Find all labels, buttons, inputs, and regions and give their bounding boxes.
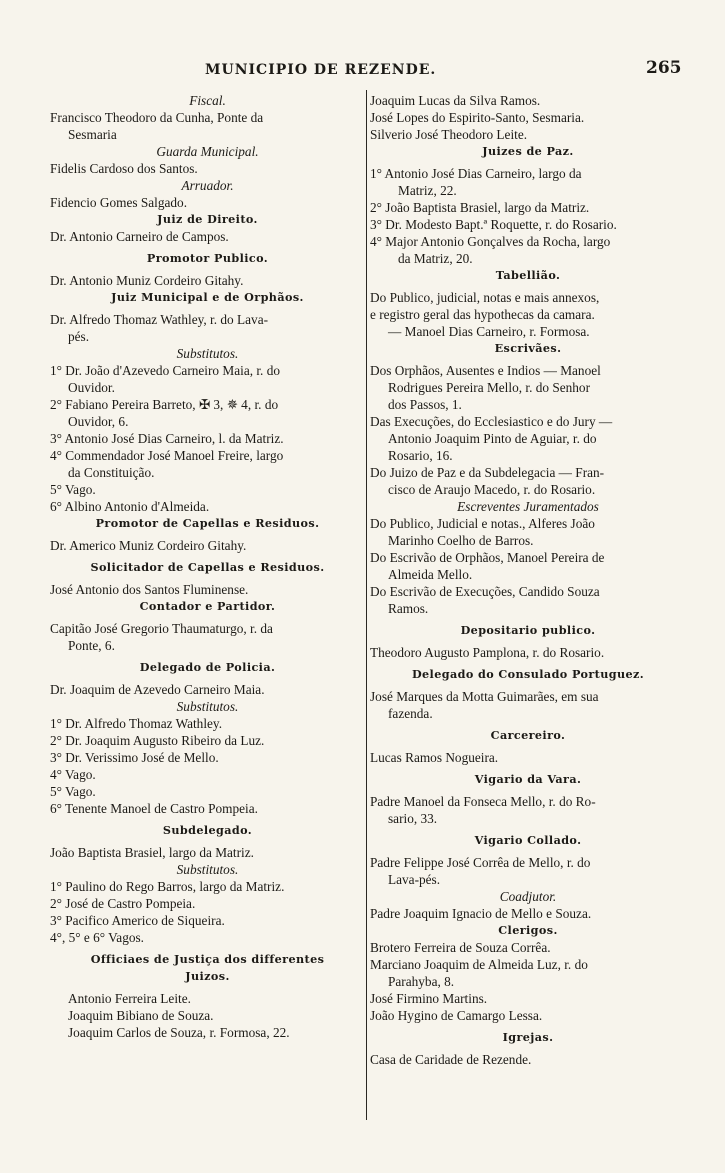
section-heading: Delegado do Consulado Portuguez. (411, 667, 645, 681)
entry-line: 6° Tenente Manoel de Castro Pompeia. (50, 801, 258, 816)
entry-line: Do Escrivão de Execuções, Candido Souza (370, 584, 600, 599)
entry-line: Theodoro Augusto Pamplona, r. do Rosario. (370, 645, 605, 660)
entry-line: da Matriz, 20. (398, 251, 473, 266)
section-heading: Escrivães. (494, 341, 562, 355)
entry-line: João Baptista Brasiel, largo da Matriz. (50, 845, 254, 860)
entry-line: 1° Dr. João d'Azevedo Carneiro Maia, r. do (50, 363, 281, 378)
section-heading: Clerigos. (498, 923, 558, 937)
entry-line: João Hygino de Camargo Lessa. (370, 1008, 543, 1023)
entry-line: Padre Manoel da Fonseca Mello, r. do Ro- (370, 794, 596, 809)
entry-line: Joaquim Lucas da Silva Ramos. (370, 93, 541, 108)
entry-line: Ramos. (388, 601, 429, 616)
section-heading: Solicitador de Capellas e Residuos. (90, 560, 325, 574)
entry-line: pés. (68, 329, 90, 344)
entry-line: Rosario, 16. (388, 448, 453, 463)
entry-line: Dr. Antonio Carneiro de Campos. (50, 229, 229, 244)
entry-line: Dr. Joaquim de Azevedo Carneiro Maia. (50, 682, 265, 697)
entry-line: Parahyba, 8. (388, 974, 455, 989)
entry-line: José Firmino Martins. (370, 991, 488, 1006)
subheading: Coadjutor. (499, 889, 557, 904)
entry-line: 2° Dr. Joaquim Augusto Ribeiro da Luz. (50, 733, 265, 748)
entry-line: 3° Antonio José Dias Carneiro, l. da Matriz. (50, 431, 284, 446)
subheading: Substitutos. (176, 699, 239, 714)
running-head: MUNICIPIO DE REZENDE. (205, 62, 437, 78)
entry-line: Padre Felippe José Corrêa de Mello, r. do (370, 855, 591, 870)
section-heading: Officiaes de Justiça dos differentes (90, 952, 325, 966)
section-heading: Juizos. (185, 969, 230, 983)
entry-line: Do Publico, judicial, notas e mais annexos, (370, 290, 600, 305)
entry-line: 3° Dr. Modesto Bapt.ª Roquette, r. do Rosario. (370, 217, 617, 232)
right-column (370, 92, 686, 1068)
entry-line: 2° José de Castro Pompeia. (50, 896, 196, 911)
entry-line: sario, 33. (388, 811, 438, 826)
section-heading: Delegado de Policia. (139, 660, 276, 674)
subheading: Arruador. (181, 178, 234, 193)
entry-line: Do Juizo de Paz e da Subdelegacia — Fran- (370, 465, 605, 480)
subheading: Fiscal. (189, 93, 226, 108)
section-heading: Tabellião. (495, 268, 561, 282)
entry-line: — Manoel Dias Carneiro, r. Formosa. (388, 324, 590, 339)
subheading: Substitutos. (176, 346, 239, 361)
section-heading: Vigario da Vara. (474, 772, 582, 786)
section-heading: Contador e Partidor. (139, 599, 276, 613)
section-heading: Vigario Collado. (474, 833, 582, 847)
entry-line: Ouvidor, 6. (68, 414, 129, 429)
entry-line: 5° Vago. (50, 482, 96, 497)
entry-line: Dr. Alfredo Thomaz Wathley, r. do Lava- (50, 312, 269, 327)
entry-line: 4° Vago. (50, 767, 96, 782)
entry-line: 3° Dr. Verissimo José de Mello. (50, 750, 219, 765)
section-heading: Juiz Municipal e de Orphãos. (111, 290, 304, 304)
entry-line: cisco de Araujo Macedo, r. do Rosario. (388, 482, 596, 497)
entry-line: Almeida Mello. (388, 567, 473, 582)
section-heading: Carcereiro. (490, 728, 566, 742)
entry-line: 6° Albino Antonio d'Almeida. (50, 499, 210, 514)
entry-line: 3° Pacifico Americo de Siqueira. (50, 913, 225, 928)
entry-line: dos Passos, 1. (388, 397, 462, 412)
entry-line: 1° Antonio José Dias Carneiro, largo da (370, 166, 582, 181)
entry-line: Matriz, 22. (398, 183, 457, 198)
entry-line: Silverio José Theodoro Leite. (370, 127, 528, 142)
entry-line: Capitão José Gregorio Thaumaturgo, r. da (50, 621, 273, 636)
section-heading: Depositario publico. (460, 623, 596, 637)
entry-line: 1° Dr. Alfredo Thomaz Wathley. (50, 716, 223, 731)
section-heading: Igrejas. (502, 1030, 554, 1044)
entry-line: 4°, 5° e 6° Vagos. (50, 930, 145, 945)
entry-line: fazenda. (388, 706, 433, 721)
entry-line: e registro geral das hypothecas da camara. (370, 307, 595, 322)
entry-line: Dr. Americo Muniz Cordeiro Gitahy. (50, 538, 247, 553)
entry-line: Rodrigues Pereira Mello, r. do Senhor (388, 380, 591, 395)
entry-line: José Lopes do Espirito-Santo, Sesmaria. (370, 110, 585, 125)
entry-line: Antonio Ferreira Leite. (68, 991, 191, 1006)
entry-line: Dos Orphãos, Ausentes e Indios — Manoel (370, 363, 601, 378)
section-heading: Promotor de Capellas e Residuos. (95, 516, 320, 530)
subheading: Substitutos. (176, 862, 239, 877)
entry-line: Padre Joaquim Ignacio de Mello e Souza. (370, 906, 592, 921)
entry-line: Francisco Theodoro da Cunha, Ponte da (50, 110, 264, 125)
entry-line: Dr. Antonio Muniz Cordeiro Gitahy. (50, 273, 244, 288)
entry-line: José Marques da Motta Guimarães, em sua (370, 689, 599, 704)
entry-line: 1° Paulino do Rego Barros, largo da Matriz. (50, 879, 285, 894)
entry-line: Marinho Coelho de Barros. (388, 533, 534, 548)
entry-line: Lucas Ramos Nogueira. (370, 750, 499, 765)
entry-line: 2° João Baptista Brasiel, largo da Matriz. (370, 200, 590, 215)
entry-line: 5° Vago. (50, 784, 96, 799)
section-heading: Juiz de Direito. (157, 212, 258, 226)
entry-line: Do Escrivão de Orphãos, Manoel Pereira de (370, 550, 605, 565)
entry-line: Lava-pés. (388, 872, 441, 887)
entry-line: Do Publico, Judicial e notas., Alferes João (370, 516, 595, 531)
entry-line: 4° Major Antonio Gonçalves da Rocha, largo (370, 234, 611, 249)
entry-line: José Antonio dos Santos Fluminense. (50, 582, 249, 597)
entry-line: Fidencio Gomes Salgado. (50, 195, 188, 210)
subheading: Guarda Municipal. (156, 144, 259, 159)
entry-line: Das Execuções, do Ecclesiastico e do Jury — (370, 414, 613, 429)
entry-line: Sesmaria (68, 127, 117, 142)
left-column (50, 92, 365, 1041)
section-heading: Subdelegado. (162, 823, 253, 837)
entry-line: da Constituição. (68, 465, 155, 480)
entry-line: Joaquim Bibiano de Souza. (68, 1008, 214, 1023)
entry-line: Fidelis Cardoso dos Santos. (50, 161, 198, 176)
entry-line: Antonio Joaquim Pinto de Aguiar, r. do (388, 431, 597, 446)
subheading: Escreventes Juramentados (457, 499, 599, 514)
entry-line: Ponte, 6. (68, 638, 115, 653)
entry-line: Casa de Caridade de Rezende. (370, 1052, 532, 1067)
entry-line: Joaquim Carlos de Souza, r. Formosa, 22. (68, 1025, 290, 1040)
entry-line: Marciano Joaquim de Almeida Luz, r. do (370, 957, 588, 972)
entry-line: Brotero Ferreira de Souza Corrêa. (370, 940, 551, 955)
entry-line: Ouvidor. (68, 380, 115, 395)
entry-line: 2° Fabiano Pereira Barreto, ✠ 3, ✵ 4, r. do (50, 397, 279, 412)
section-heading: Juizes de Paz. (482, 144, 574, 158)
page-number: 265 (646, 58, 682, 78)
column-rule (366, 90, 367, 1120)
entry-line: 4° Commendador José Manoel Freire, largo (50, 448, 284, 463)
section-heading: Promotor Publico. (146, 251, 269, 265)
